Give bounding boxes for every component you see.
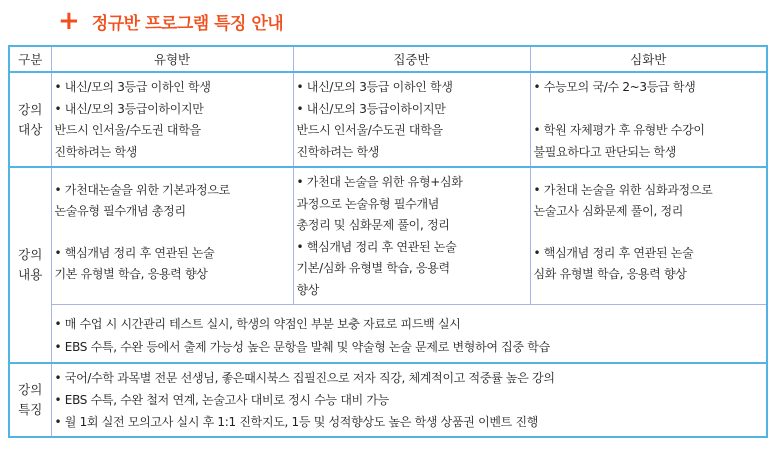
column-header-jipjung: 집중반 [293, 46, 530, 72]
plus-icon: + [58, 6, 80, 36]
target-simhwa-cell: • 수능모의 국/수 2~3등급 학생 • 학원 자체평가 후 유형반 수강이 불필요하다고 판단되는 학생 [530, 72, 767, 167]
content-yuhyeong-cell: • 가천대논술을 위한 기본과정으로 논술유형 필수개념 총정리 • 핵심개념 정리 후 연관된 논술 기본 유형별 학습, 응용력 향상 [51, 167, 293, 305]
header-row [9, 46, 767, 72]
row-label-features: 강의 특징 [9, 363, 51, 437]
content-jipjung-cell: • 가천대 논술을 위한 유형+심화 과정으로 논술유형 필수개념 총정리 및 심화문제 풀이, 정리 • 핵심개념 정리 후 연관된 논술 기본/심화 유형별 학습, 응용력 향상 [293, 167, 530, 305]
column-header-yuhyeong: 유형반 [51, 46, 293, 72]
column-header-category: 구분 [9, 46, 51, 72]
program-table [8, 45, 768, 438]
column-header-simhwa: 심화반 [530, 46, 767, 72]
target-yuhyeong-cell: • 내신/모의 3등급 이하인 학생 • 내신/모의 3등급이하이지만 반드시 인서울/수도권 대학을 진학하려는 학생 [51, 72, 293, 167]
title-bar [58, 6, 283, 36]
content-common-cell: • 매 수업 시 시간관리 테스트 실시, 학생의 약점인 부분 보충 자료로 피드백 실시 • EBS 수특, 수완 등에서 출제 가능성 높은 문항을 발췌 및 약술형 논술 문제로 변형하여 집중 학습 [51, 305, 767, 364]
row-features [9, 363, 767, 437]
row-content [9, 167, 767, 305]
content-simhwa-cell: • 가천대 논술을 위한 심화과정으로 논술고사 심화문제 풀이, 정리 • 핵심개념 정리 후 연관된 논술 심화 유형별 학습, 응용력 향상 [530, 167, 767, 305]
row-content-common [9, 305, 767, 364]
page-title: 정규반 프로그램 특징 안내 [91, 13, 284, 34]
features-cell: • 국어/수학 과목별 전문 선생님, 좋은때시북스 집필진으로 저자 직강, 체계적이고 적중률 높은 강의 • EBS 수특, 수완 철저 연계, 논술고사 대비로 정시 수능 대비 가능 • 월 1회 실전 모의고사 실시 후 1:1 진학지도, 1등 및 성적향상도 높은 학생 상품권 이벤트 진행 [51, 363, 767, 437]
target-jipjung-cell: • 내신/모의 3등급 이하인 학생 • 내신/모의 3등급이하이지만 반드시 인서울/수도권 대학을 진학하려는 학생 [293, 72, 530, 167]
row-label-content: 강의 내용 [9, 167, 51, 363]
row-target [9, 72, 767, 167]
row-label-target: 강의 대상 [9, 72, 51, 167]
